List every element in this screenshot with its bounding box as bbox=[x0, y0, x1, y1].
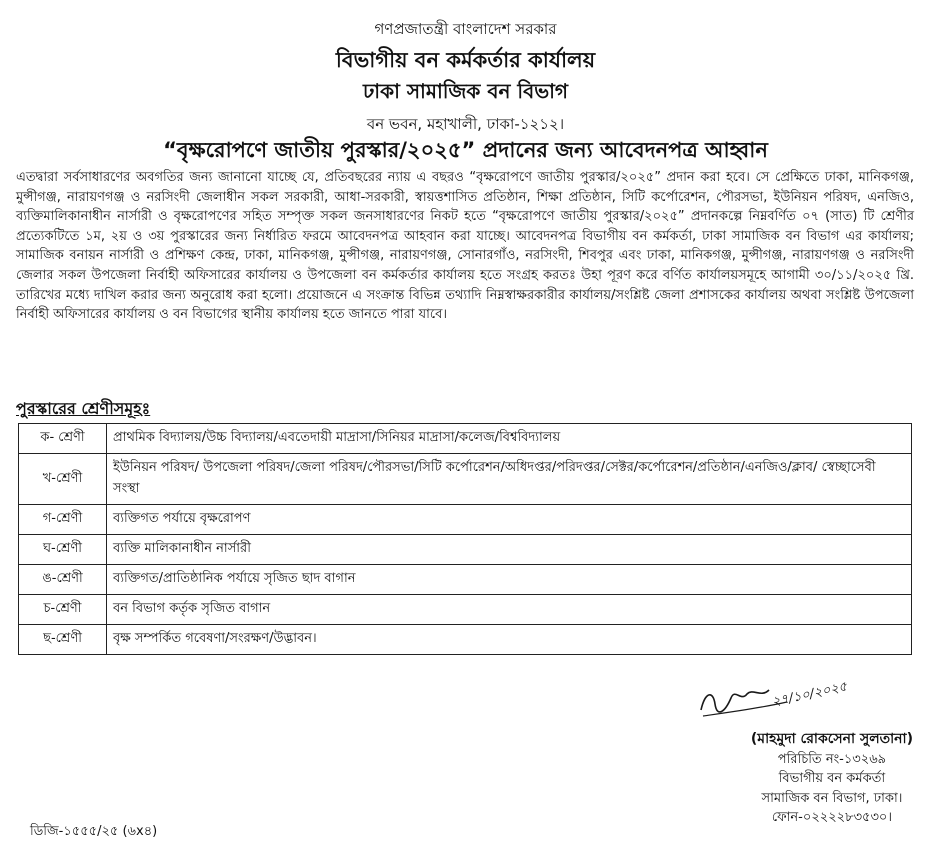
category-label: গ-শ্রেণী bbox=[19, 505, 107, 535]
notice-headline: “বৃক্ষরোপণে জাতীয় পুরস্কার/২০২৫” প্রদানের জন্য আবেদনপত্র আহ্বান bbox=[163, 138, 768, 162]
signatory-designation: বিভাগীয় বন কর্মকর্তা bbox=[778, 771, 886, 786]
footer-code: ডিজি-১৫৫৫/২৫ (৬x৪) bbox=[30, 824, 158, 839]
category-description: বন বিভাগ কর্তৃক সৃজিত বাগান bbox=[107, 595, 912, 625]
category-label: চ-শ্রেণী bbox=[19, 595, 107, 625]
category-label: ক- শ্রেণী bbox=[19, 424, 107, 454]
table-row bbox=[19, 565, 912, 595]
signatory-name: (মাহমুদা রোকসেনা সুলতানা) bbox=[750, 731, 913, 747]
category-description: ব্যক্তিগত পর্যায়ে বৃক্ষরোপণ bbox=[107, 505, 912, 535]
category-label: ঘ-শ্রেণী bbox=[19, 535, 107, 565]
handwritten-signature bbox=[691, 672, 881, 730]
category-label: ঙ-শ্রেণী bbox=[19, 565, 107, 595]
table-row bbox=[19, 595, 912, 625]
category-label: খ-শ্রেণী bbox=[19, 454, 107, 505]
office-title: বিভাগীয় বন কর্মকর্তার কার্যালয় bbox=[335, 48, 596, 72]
notice-body-paragraph: এতদ্বারা সর্বসাধারণের অবগতির জন্য জানানো যাচ্ছে যে, প্রতিবছরের ন্যায় এ বছরও “বৃক্ষরোপণে জাতীয় পুরস্কার/২০২৫” প্রদান করা হবে। সে প্রেক্ষিতে ঢাকা, মানিকগঞ্জ, মুন্সীগঞ্জ, নারায়ণগঞ্জ ও নরসিংদী জেলাধীন সকল সরকারী, আধা-সরকারী, স্বায়ত্তশাসিত প্রতিষ্ঠান, শিক্ষা প্রতিষ্ঠান, সিটি কর্পোরেশন, পৌরসভা, ইউনিয়ন পরিষদ, এনজিও, ব্যক্তিমালিকানাধীন নার্সারী ও বৃক্ষরোপণের সহিত সম্পৃক্ত সকল জনসাধারণের নিকট হতে “বৃক্ষরোপণে জাতীয় পুরস্কার/২০২৫” প্রদানকল্পে নিম্নবর্ণিত ০৭ (সাত) টি শ্রেণীর প্রত্যেকটিতে ১ম, ২য় ও ৩য় পুরস্কারের জন্য নির্ধারিত ফরমে আবেদনপত্র আহবান করা যাচ্ছে। আবেদনপত্র বিভাগীয় বন কর্মকর্তা, ঢাকা সামাজিক বন বিভাগ এর কার্যালয়; সামাজিক বনায়ন নার্সারী ও প্রশিক্ষণ কেন্দ্র, ঢাকা, মানিকগঞ্জ, মুন্সীগঞ্জ, নারায়ণগঞ্জ, সোনারগাঁও, নরসিংদী, শিবপুর এবং ঢাকা, মানিকগঞ্জ, মুন্সীগঞ্জ, নারায়ণগঞ্জ ও নরসিংদী জেলার সকল উপজেলা নির্বাহী অফিসারের কার্যালয় ও উপজেলা বন কর্মকর্তার কার্যালয় হতে সংগ্রহ করতঃ উহা পূরণ করে বর্ণিত কার্যালয়সমূহে আগামী ৩০/১১/২০২৫ খ্রি. তারিখের মধ্যে দাখিল করার জন্য অনুরোধ করা হলো। প্রয়োজনে এ সংক্রান্ত বিভিন্ন তথ্যাদি নিম্নস্বাক্ষরকারীর কার্যালয়/সংশ্লিষ্ট জেলা প্রশাসকের কার্যালয় অথবা সংশ্লিষ্ট উপজেলা নির্বাহী অফিসারের কার্যালয় ও বন বিভাগের স্থানীয় কার্যালয় হতে জানতে পারা যাবে। bbox=[16, 170, 914, 323]
government-title: গণপ্রজাতন্ত্রী বাংলাদেশ সরকার bbox=[374, 20, 557, 38]
category-description: ব্যক্তিগত/প্রাতিষ্ঠানিক পর্যায়ে সৃজিত ছাদ বাগান bbox=[107, 565, 912, 595]
table-row bbox=[19, 505, 912, 535]
signatory-block bbox=[751, 730, 913, 828]
category-description: বৃক্ষ সম্পর্কিত গবেষণা/সংরক্ষণ/উদ্ভাবন। bbox=[107, 625, 912, 655]
categories-table bbox=[18, 423, 912, 655]
table-row bbox=[19, 535, 912, 565]
table-row bbox=[19, 454, 912, 505]
signatory-division: সামাজিক বন বিভাগ, ঢাকা। bbox=[761, 790, 903, 806]
signatory-id: পরিচিতি নং-১৩২৬৯ bbox=[777, 751, 887, 767]
category-label: ছ-শ্রেণী bbox=[19, 625, 107, 655]
category-description: ইউনিয়ন পরিষদ/ উপজেলা পরিষদ/জেলা পরিষদ/পৌরসভা/সিটি কর্পোরেশন/অধিদপ্তর/পরিদপ্তর/সেক্টর/কর্পোরেশন/প্রতিষ্ঠান/এনজিও/ক্লাব/ স্বেচ্ছাসেবী সংস্থা bbox=[107, 454, 912, 505]
category-description: ব্যক্তি মালিকানাধীন নার্সারী bbox=[107, 535, 912, 565]
category-description: প্রাথমিক বিদ্যালয়/উচ্চ বিদ্যালয়/এবতেদায়ী মাদ্রাসা/সিনিয়র মাদ্রাসা/কলেজ/বিশ্ববিদ্যালয় bbox=[107, 424, 912, 454]
division-title: ঢাকা সামাজিক বন বিভাগ bbox=[362, 79, 569, 103]
table-row bbox=[19, 625, 912, 655]
office-address: বন ভবন, মহাখালী, ঢাকা-১২১২। bbox=[366, 115, 565, 133]
signature-date: ২৭/১০/২০২৫ bbox=[770, 679, 849, 710]
categories-heading: পুরস্কারের শ্রেণীসমূহঃ bbox=[16, 399, 151, 418]
table-row bbox=[19, 424, 912, 454]
signatory-phone: ফোন-০২২২২৮৩৫৩০। bbox=[771, 810, 893, 825]
